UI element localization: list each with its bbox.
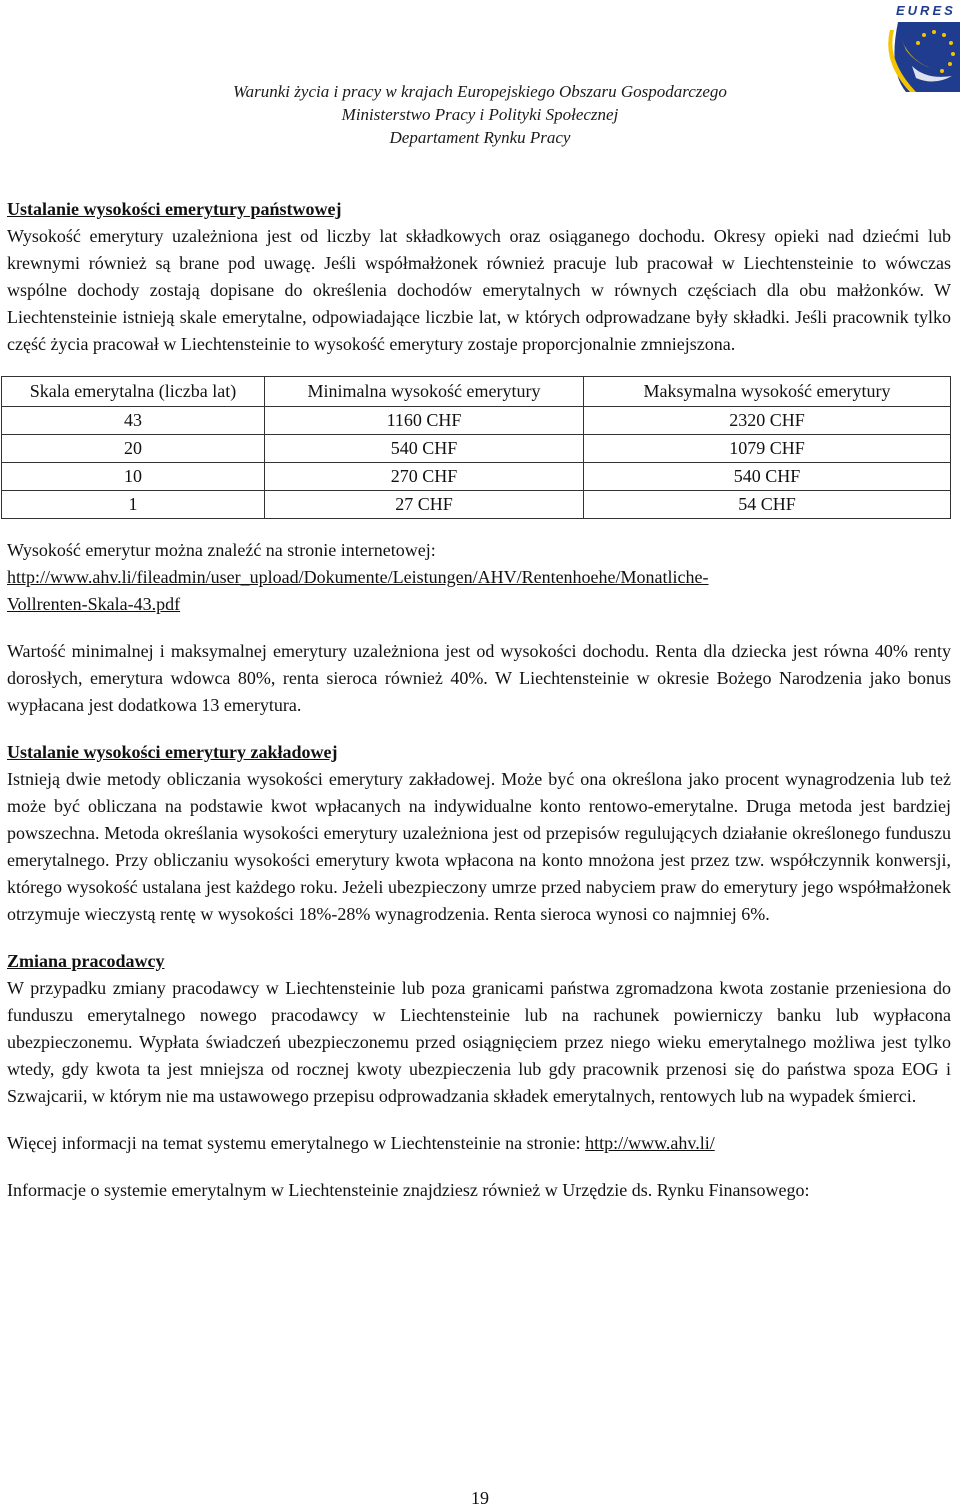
section-2-heading: Ustalanie wysokości emerytury zakładowej (7, 742, 338, 762)
header-line-2: Ministerstwo Pracy i Polityki Społecznej (341, 105, 619, 124)
section-1-body: Wysokość emerytury uzależniona jest od liczby lat składkowych oraz osiąganego dochodu. Okresy opieki nad dziećmi lub krewnymi również są brane pod uwagę. Jeśli współmałżonek również pracuje lub pracował w Liechtensteinie to wówczas wspólne dochody zostają dopisane do określenia dochodów emerytalnych w równych częściach dla obu małżonków. W Liechtensteinie istnieją skale emerytalne, odpowiadające liczbie lat, w których odprowadzane były składki. Jeśli pracownik tylko część życia pracował w Liechtensteinie to wysokość emerytury zostaje proporcjonalnie zmniejszona. (7, 226, 951, 354)
section-1-heading: Ustalanie wysokości emerytury państwowej (7, 199, 342, 219)
table-cell: 43 (2, 407, 265, 435)
section-3-body: W przypadku zmiany pracodawcy w Liechtensteinie lub poza granicami państwa zgromadzona kwota zostanie przeniesiona do funduszu emerytalnego nowego pracodawcy w Liechtensteinie lub na rachunek powierniczy banku lub wypłacona ubezpieczonemu. Wypłata świadczeń ubezpieczonemu przed osiągnięciem przez niego wieku emerytalnego możliwa jest tylko wtedy, gdy kwota ta jest mniejsza od rocznej kwoty ubezpieczenia lub gdy pracownik przenosi się do państwa spoza EOG i Szwajcarii, w którym nie ma ustawowego przepisu odprowadzania składek emerytalnych, rentowych lub na wypadek śmierci. (7, 978, 951, 1106)
final-paragraph: Informacje o systemie emerytalnym w Liechtensteinie znajdziesz również w Urzędzie ds. Rynku Finansowego: (7, 1180, 810, 1200)
page-number: 19 (471, 1488, 489, 1508)
table-cell: 2320 CHF (584, 407, 951, 435)
table-cell: 10 (2, 463, 265, 491)
table-cell: 270 CHF (265, 463, 584, 491)
document-body (7, 196, 951, 1204)
ahv-link[interactable]: http://www.ahv.li/ (585, 1133, 715, 1153)
document-header (0, 80, 960, 149)
table-header-cell: Minimalna wysokość emerytury (265, 377, 584, 407)
table-cell: 27 CHF (265, 491, 584, 519)
table-row (2, 407, 951, 435)
table-header-row (2, 377, 951, 407)
table-cell: 1 (2, 491, 265, 519)
paragraph-2: Wartość minimalnej i maksymalnej emerytury uzależniona jest od wysokości dochodu. Renta dla dziecka jest równa 40% renty dorosłych, emerytura wdowca 80%, renta sieroca również 40%. W Liechtensteinie w okresie Bożego Narodzenia jako bonus wypłacana jest dodatkowa 13 emerytura. (7, 641, 951, 715)
table-cell: 540 CHF (265, 435, 584, 463)
pension-scale-link[interactable]: http://www.ahv.li/fileadmin/user_upload/Dokumente/Leistungen/AHV/Rentenhoehe/Monatliche- (7, 567, 709, 587)
pension-scale-table (1, 376, 951, 519)
eures-logo (876, 0, 960, 92)
table-header-cell: Maksymalna wysokość emerytury (584, 377, 951, 407)
table-header-cell: Skala emerytalna (liczba lat) (2, 377, 265, 407)
header-line-3: Departament Rynku Pracy (389, 128, 571, 147)
section-1 (7, 196, 951, 358)
table-row (2, 435, 951, 463)
table-cell: 20 (2, 435, 265, 463)
eures-logo-text: EURES (896, 3, 956, 18)
section-2 (7, 739, 951, 928)
section-3-heading: Zmiana pracodawcy (7, 951, 165, 971)
more-info (7, 1130, 951, 1157)
table-cell: 54 CHF (584, 491, 951, 519)
section-2-body: Istnieją dwie metody obliczania wysokości emerytury zakładowej. Może być ona określona jako procent wynagrodzenia lub też może być obliczana na podstawie kwot wpłacanych na indywidualne konto rentowo-emerytalne. Druga metoda jest bardziej powszechna. Metoda określania wysokości emerytury uzależniona jest od przepisów regulujących działanie określonego funduszu emerytalnego. Przy obliczaniu wysokości emerytury kwota wpłacona na konto mnożona jest przez tzw. współczynnik konwersji, którego wysokość ustalana jest każdego roku. Jeżeli ubezpieczony umrze przed nabyciem praw do emerytury jego współmałżonek otrzymuje wieczystą rentę w wysokości 18%-28% wynagrodzenia. Renta sieroca wynosi co najmniej 6%. (7, 769, 951, 924)
link-info-text: Wysokość emerytur można znaleźć na stronie internetowej: (7, 540, 436, 560)
link-info (7, 537, 951, 618)
table-row (2, 463, 951, 491)
section-3 (7, 948, 951, 1110)
more-info-text: Więcej informacji na temat systemu emerytalnego w Liechtensteinie na stronie: (7, 1133, 586, 1153)
table-cell: 1160 CHF (265, 407, 584, 435)
table-cell: 540 CHF (584, 463, 951, 491)
table-row (2, 491, 951, 519)
pension-scale-link-continued[interactable]: Vollrenten-Skala-43.pdf (7, 594, 181, 614)
header-line-1: Warunki życia i pracy w krajach Europejskiego Obszaru Gospodarczego (233, 82, 727, 101)
table-cell: 1079 CHF (584, 435, 951, 463)
